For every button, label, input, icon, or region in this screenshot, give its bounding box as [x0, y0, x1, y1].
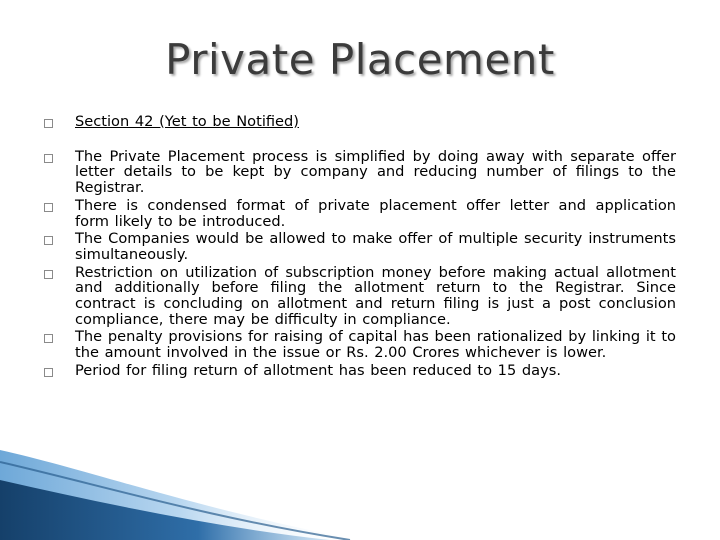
- hollow-square-bullet-icon: [44, 119, 53, 128]
- bullet-text: The penalty provisions for raising of capital has been rationalized by linking it to the amount involved in the issue or Rs. 2.00 Crores whichever is lower.: [75, 328, 676, 362]
- bullet-text: Period for filing return of allotment has been reduced to 15 days.: [75, 361, 561, 379]
- list-item: [44, 198, 676, 229]
- list-item: [44, 265, 676, 328]
- hollow-square-bullet-icon: [44, 236, 53, 245]
- list-item: [44, 231, 676, 262]
- bullet-text: The Private Placement process is simplified by doing away with separate offer letter details to be kept by company and reducing number of filings to the Registrar.: [75, 147, 676, 197]
- hollow-square-bullet-icon: [44, 270, 53, 279]
- list-item: [44, 149, 676, 196]
- bullet-text: The Companies would be allowed to make offer of multiple security instruments simultaneously.: [75, 230, 676, 263]
- slide-content: [44, 114, 676, 379]
- hollow-square-bullet-icon: [44, 334, 53, 343]
- list-item: [44, 329, 676, 360]
- list-item-heading: [44, 114, 676, 130]
- hollow-square-bullet-icon: [44, 203, 53, 212]
- bullet-text: Restriction on utilization of subscription money before making actual allotment and additionally before filing the allotment return to the Registrar. Since contract is concluding on allotment and return filing is just a post conclusion compliance, there may be difficulty in compliance.: [75, 263, 676, 328]
- bullet-text: There is condensed format of private placement offer letter and application form likely to be introduced.: [75, 196, 676, 230]
- corner-decoration: [0, 450, 360, 540]
- hollow-square-bullet-icon: [44, 368, 53, 377]
- list-item: [44, 363, 676, 379]
- slide-title: Private Placement: [165, 35, 555, 84]
- section-heading: Section 42 (Yet to be Notified): [75, 113, 299, 130]
- hollow-square-bullet-icon: [44, 154, 53, 163]
